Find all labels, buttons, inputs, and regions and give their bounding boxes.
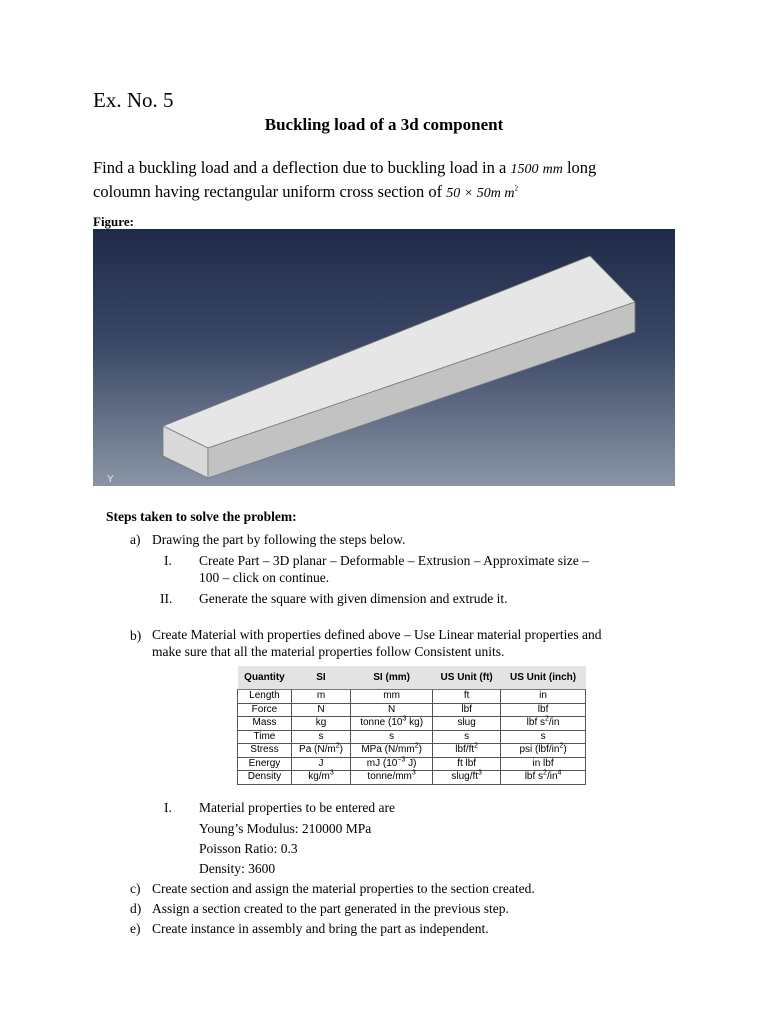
problem-text-2: long [562, 158, 597, 177]
table-cell: kg [291, 717, 350, 731]
table-cell: J [291, 757, 350, 771]
cell-text: psi (lbf/in [519, 744, 560, 756]
table-cell: mm [351, 690, 433, 704]
exercise-number: Ex. No. 5 [93, 88, 174, 112]
cell-superscript: 2 [335, 742, 340, 750]
table-row [238, 771, 586, 785]
cell-text: kg) [406, 717, 424, 729]
table-cell: lbf [433, 703, 501, 717]
table-cell: s [433, 730, 501, 744]
step-b-text-2: make sure that all the material properties follow Consistent units. [152, 644, 505, 659]
cell-text: lbf s [526, 717, 545, 729]
table-cell [351, 757, 433, 771]
cell-text: /in [548, 717, 560, 729]
table-cell [351, 717, 433, 731]
table-cell: N [351, 703, 433, 717]
cell-superscript: 2 [559, 742, 564, 750]
step-a-ii-text: Generate the square with given dimension and extrude it. [199, 591, 508, 606]
table-cell [433, 771, 501, 785]
table-cell: s [291, 730, 350, 744]
table-cell [433, 744, 501, 758]
axis-label-y: Y [107, 474, 114, 485]
cell-text: ) [339, 744, 343, 756]
step-c-label: c) [130, 881, 141, 896]
section-unit: m m [490, 186, 515, 201]
table-cell [351, 771, 433, 785]
table-cell [351, 744, 433, 758]
table-cell: Length [238, 690, 292, 704]
step-a-label: a) [130, 532, 141, 547]
cell-text: MPa (N/mm [361, 744, 415, 756]
step-a-text: Drawing the part by following the steps below. [152, 532, 406, 547]
step-b-text-1: Create Material with properties defined above – Use Linear material properties and [152, 627, 602, 642]
table-header: SI [291, 666, 350, 690]
table-row [238, 690, 586, 704]
step-c-text: Create section and assign the material properties to the section created. [152, 881, 535, 896]
cell-superscript: 4 [557, 769, 562, 777]
problem-text-3: coloumn having rectangular uniform cross section of [93, 182, 447, 201]
density: Density: 3600 [199, 861, 276, 876]
table-row [238, 703, 586, 717]
table-cell: Stress [238, 744, 292, 758]
step-b-i-text: Material properties to be entered are [199, 800, 396, 815]
table-cell: in lbf [501, 757, 586, 771]
step-a-i-text-1: Create Part – 3D planar – Deformable – Extrusion – Approximate size – [199, 553, 589, 568]
beam-render [93, 229, 675, 486]
problem-statement [93, 157, 703, 205]
table-cell: s [501, 730, 586, 744]
cell-text: kg/m [308, 771, 330, 783]
section-value: 50 × 50 [446, 186, 491, 201]
cell-text: lbf/ft [455, 744, 475, 756]
cell-superscript: 3 [411, 769, 416, 777]
figure-viewport [93, 229, 675, 486]
table-cell: Energy [238, 757, 292, 771]
step-a-i-label: I. [164, 553, 172, 568]
step-a-ii-label: II. [160, 591, 173, 606]
table-cell: lbf [501, 703, 586, 717]
length-unit: mm [542, 162, 563, 177]
table-row [238, 757, 586, 771]
cell-text: ) [563, 744, 567, 756]
cell-superscript: 2 [545, 715, 549, 723]
cell-text: /in [546, 771, 558, 783]
table-cell: ft lbf [433, 757, 501, 771]
consistent-units-table [237, 666, 586, 785]
cell-text: mJ (10 [366, 757, 398, 769]
length-value: 1500 [510, 162, 539, 177]
step-d-text: Assign a section created to the part generated in the previous step. [152, 901, 509, 916]
problem-text-1: Find a buckling load and a deflection due to buckling load in a [93, 158, 511, 177]
table-header: US Unit (inch) [501, 666, 586, 690]
table-cell [291, 744, 350, 758]
cell-superscript: 3 [402, 715, 407, 723]
table-cell: m [291, 690, 350, 704]
step-d-label: d) [130, 901, 142, 916]
table-cell: Force [238, 703, 292, 717]
table-cell: Density [238, 771, 292, 785]
cell-text: slug/ft [451, 771, 479, 783]
table-cell [501, 771, 586, 785]
table-cell: s [351, 730, 433, 744]
cell-text: lbf s [524, 771, 544, 783]
table-cell [501, 744, 586, 758]
table-cell [501, 717, 586, 731]
cell-text: tonne/mm [367, 771, 412, 783]
table-header-row [238, 666, 586, 690]
section-exponent: 2 [514, 184, 518, 193]
cell-superscript: 2 [414, 742, 419, 750]
cell-superscript: 3 [329, 769, 334, 777]
table-row [238, 730, 586, 744]
table-cell: ft [433, 690, 501, 704]
table-cell: Mass [238, 717, 292, 731]
youngs-modulus: Young’s Modulus: 210000 MPa [199, 821, 372, 836]
step-a-i-text-2: 100 – click on continue. [199, 570, 330, 585]
table-cell: N [291, 703, 350, 717]
cell-text: ) [418, 744, 422, 756]
cell-superscript: −3 [397, 756, 406, 764]
cell-text: tonne (10 [360, 717, 403, 729]
cell-superscript: 2 [474, 742, 479, 750]
figure-label: Figure: [93, 214, 134, 229]
step-b-label: b) [130, 628, 142, 643]
step-e-label: e) [130, 921, 141, 936]
steps-heading: Steps taken to solve the problem: [106, 509, 297, 524]
table-cell: Time [238, 730, 292, 744]
table-cell: slug [433, 717, 501, 731]
document-title: Buckling load of a 3d component [264, 115, 504, 134]
cell-superscript: 2 [543, 769, 547, 777]
table-header: Quantity [238, 666, 292, 690]
step-e-text: Create instance in assembly and bring the part as independent. [152, 921, 489, 936]
step-b-i-label: I. [164, 800, 172, 815]
table-row [238, 744, 586, 758]
cell-superscript: 3 [478, 769, 482, 777]
table-cell: in [501, 690, 586, 704]
table-header: SI (mm) [351, 666, 433, 690]
cell-text: J) [405, 757, 417, 769]
table-cell [291, 771, 350, 785]
poisson-ratio: Poisson Ratio: 0.3 [199, 841, 298, 856]
table-row [238, 717, 586, 731]
cell-text: Pa (N/m [299, 744, 336, 756]
table-header: US Unit (ft) [433, 666, 501, 690]
